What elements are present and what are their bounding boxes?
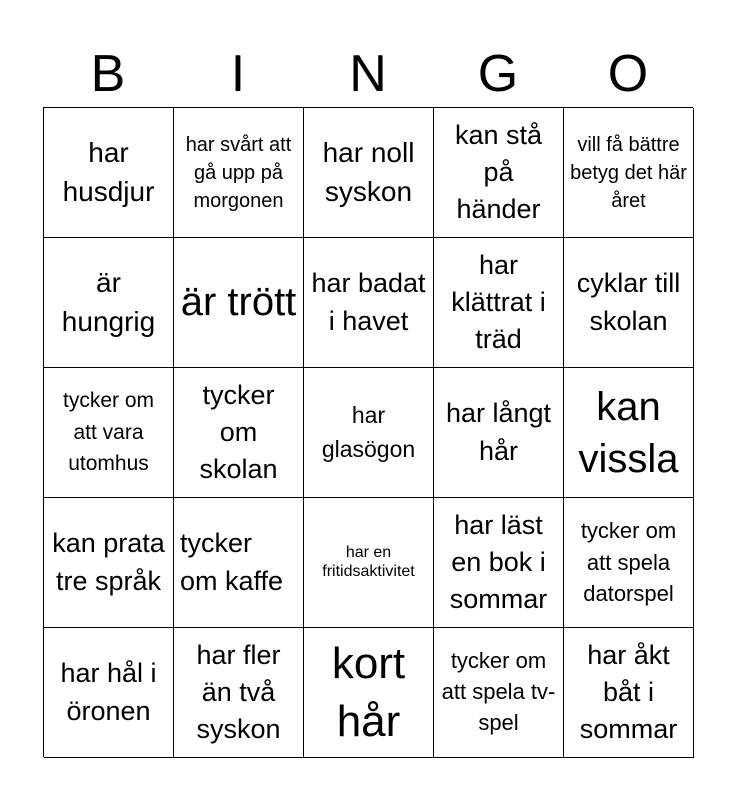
cell-text: kan stå på händer	[454, 119, 543, 225]
cell-text: är hungrig	[61, 266, 156, 337]
bingo-cell[interactable]	[564, 238, 694, 368]
bingo-cell[interactable]	[434, 368, 564, 498]
bingo-cell[interactable]	[44, 108, 174, 238]
bingo-cell[interactable]	[304, 108, 434, 238]
bingo-cell[interactable]	[564, 108, 694, 238]
cell-text: har en fritidsaktivitet	[322, 544, 415, 580]
header-letter-n: N	[349, 45, 387, 103]
bingo-cell[interactable]	[174, 628, 304, 758]
cell-text: har svårt att gå upp på morgonen	[185, 133, 292, 212]
bingo-cell[interactable]	[174, 498, 304, 628]
cell-text: har fler än två syskon	[196, 639, 281, 745]
bingo-cell[interactable]	[174, 238, 304, 368]
bingo-header	[43, 40, 693, 108]
cell-text: tycker om att spela datorspel	[580, 517, 677, 607]
cell-text: har läst en bok i sommar	[449, 509, 548, 615]
bingo-cell[interactable]	[304, 628, 434, 758]
header-letter-i: I	[230, 45, 246, 103]
cell-text: har husdjur	[62, 136, 155, 207]
cell-text: tycker om skolan	[199, 379, 278, 485]
bingo-cell[interactable]	[174, 368, 304, 498]
cell-text: tycker om att spela tv-spel	[441, 648, 556, 735]
cell-text: tycker om kaffe	[180, 528, 284, 596]
cell-text: cyklar till skolan	[576, 268, 681, 336]
header-letter-g: G	[477, 45, 519, 103]
bingo-cell[interactable]	[434, 108, 564, 238]
header-letter-b: B	[90, 45, 126, 103]
bingo-cell[interactable]	[44, 238, 174, 368]
bingo-cell[interactable]	[434, 498, 564, 628]
bingo-cell[interactable]	[304, 368, 434, 498]
bingo-cell[interactable]	[304, 238, 434, 368]
bingo-cell[interactable]	[434, 238, 564, 368]
cell-text: kort hår	[331, 639, 406, 746]
bingo-cell[interactable]	[44, 498, 174, 628]
cell-text: tycker om att vara utomhus	[62, 389, 154, 476]
cell-text: har klättrat i träd	[451, 249, 546, 355]
bingo-cell[interactable]	[174, 108, 304, 238]
bingo-cell[interactable]	[434, 628, 564, 758]
bingo-cell[interactable]	[44, 368, 174, 498]
bingo-cell[interactable]	[304, 498, 434, 628]
bingo-cell[interactable]	[44, 628, 174, 758]
cell-text: har glasögon	[321, 402, 416, 462]
cell-text: kan prata tre språk	[52, 528, 165, 596]
bingo-cell[interactable]	[564, 368, 694, 498]
cell-text: har badat i havet	[311, 268, 426, 336]
cell-text: har noll syskon	[322, 136, 415, 207]
bingo-cell[interactable]	[564, 628, 694, 758]
cell-text: vill få bättre betyg det här året	[570, 133, 687, 212]
cell-text: har hål i öronen	[60, 658, 157, 726]
bingo-grid	[43, 107, 693, 757]
bingo-cell[interactable]	[564, 498, 694, 628]
cell-text: kan vissla	[578, 384, 679, 481]
header-letter-o: O	[607, 45, 649, 103]
cell-text: har åkt båt i sommar	[579, 639, 678, 745]
cell-text: är trött	[180, 279, 297, 324]
cell-text: har långt hår	[445, 398, 552, 466]
